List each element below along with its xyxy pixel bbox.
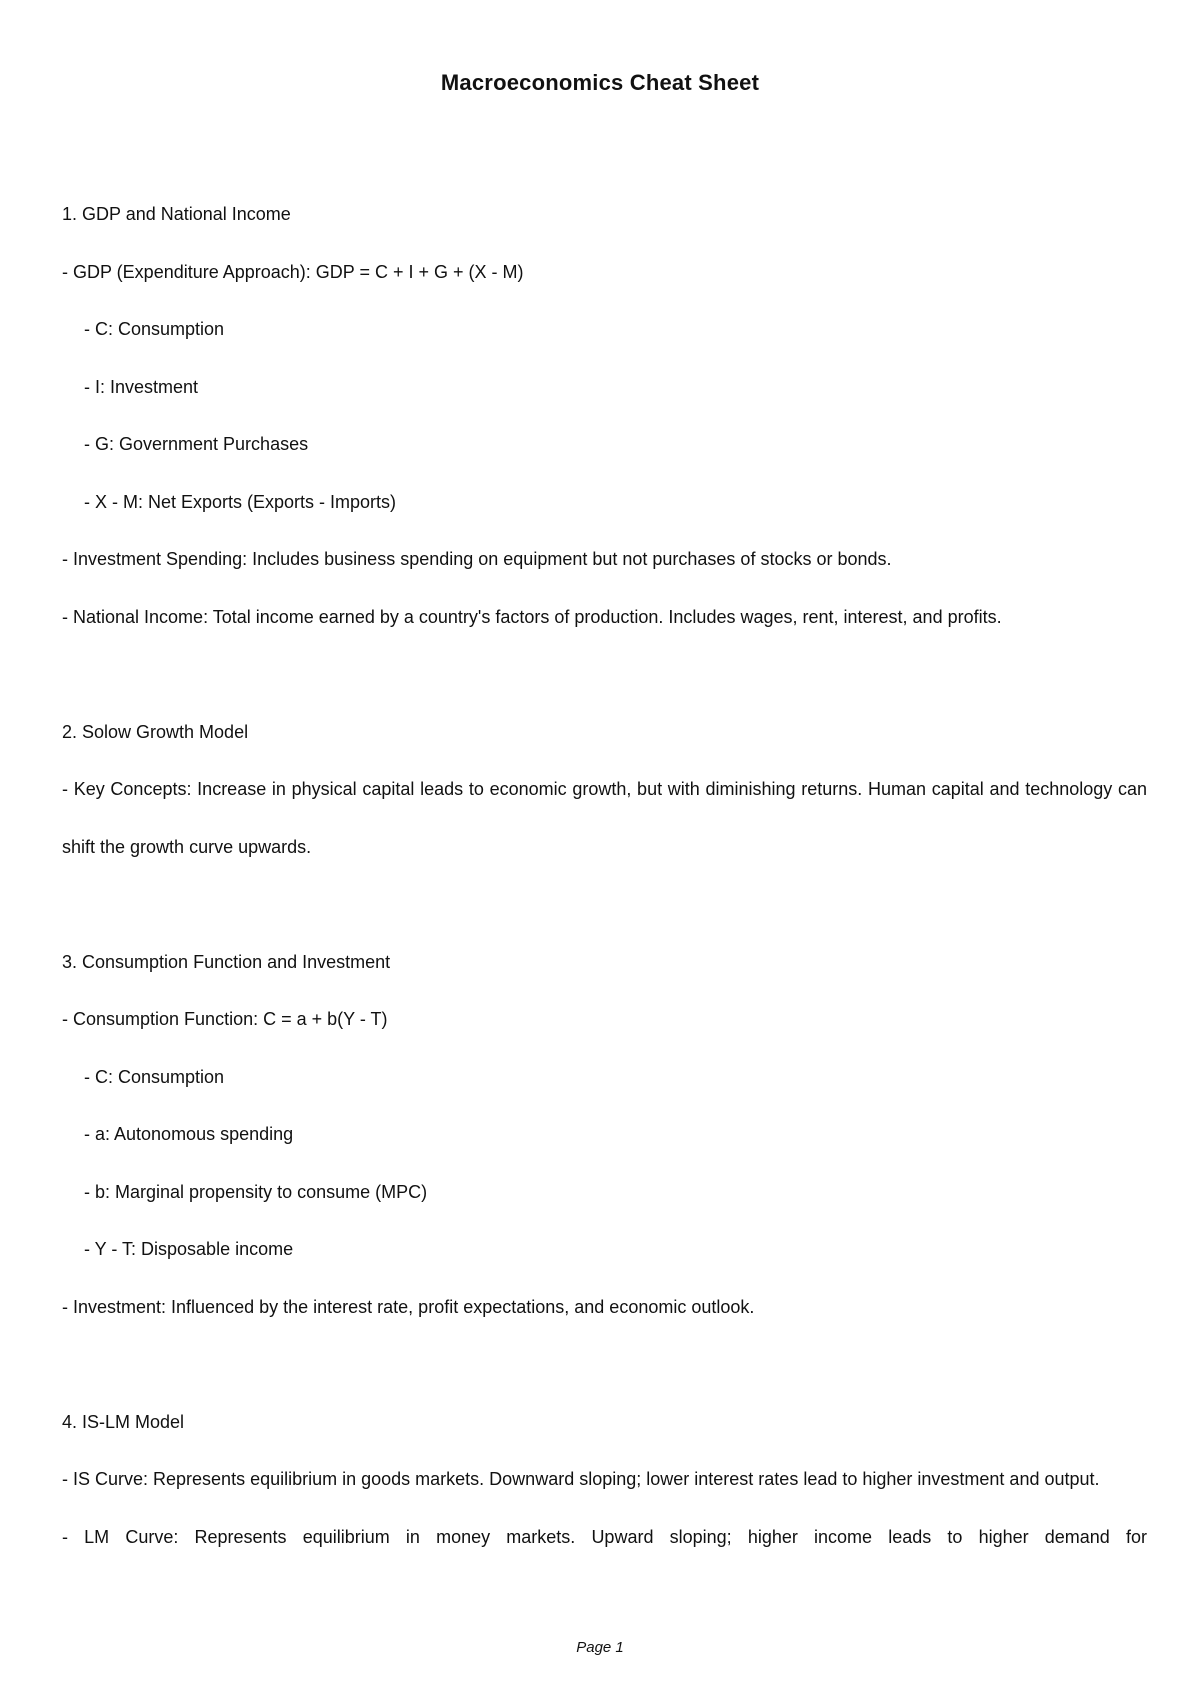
page-title: Macroeconomics Cheat Sheet [440,70,760,95]
gdp-net-exports-line: - X - M: Net Exports (Exports - Imports) [84,491,397,512]
section-heading-solow: 2. Solow Growth Model [62,721,249,742]
consumption-a-line: - a: Autonomous spending [84,1124,294,1144]
section-gap [62,646,1147,704]
gdp-consumption-line: - C: Consumption [84,319,225,339]
section-gap [62,1336,1147,1394]
is-curve-paragraph: - IS Curve: Represents equilibrium in goods markets. Downward sloping; lower interest rates lead to higher investment and output. [62,1469,1100,1489]
consumption-c-line: - C: Consumption [84,1066,225,1087]
section-gap [62,876,1147,934]
gdp-government-line: - G: Government Purchases [84,434,309,454]
investment-spending-line: - Investment Spending: Includes business spending on equipment but not purchases of stocks or bonds. [62,549,892,569]
consumption-function-line: - Consumption Function: C = a + b(Y - T) [62,1009,388,1029]
consumption-disposable-line: - Y - T: Disposable income [84,1239,294,1259]
lm-curve-paragraph: - LM Curve: Represents equilibrium in money markets. Upward sloping; higher income leads to higher demand for [62,1526,1147,1547]
gdp-formula-line: - GDP (Expenditure Approach): GDP = C + I + G + (X - M) [62,261,524,282]
page-number: Page 1 [576,1639,624,1656]
investment-influence-line: - Investment: Influenced by the interest rate, profit expectations, and economic outlook. [62,1296,755,1317]
consumption-b-line: - b: Marginal propensity to consume (MPC) [84,1181,428,1202]
gdp-investment-line: - I: Investment [84,376,199,397]
section-heading-consumption: 3. Consumption Function and Investment [62,951,391,972]
section-heading-islm: 4. IS-LM Model [62,1411,185,1432]
document-body [62,186,1147,1566]
national-income-line: - National Income: Total income earned by a country's factors of production. Includes wages, rent, interest, and profits. [62,606,1002,627]
section-heading-gdp: 1. GDP and National Income [62,204,291,224]
solow-key-concepts-paragraph: - Key Concepts: Increase in physical capital leads to economic growth, but with diminishing returns. Human capital and technology can shift the growth curve upwards. [62,779,1147,857]
